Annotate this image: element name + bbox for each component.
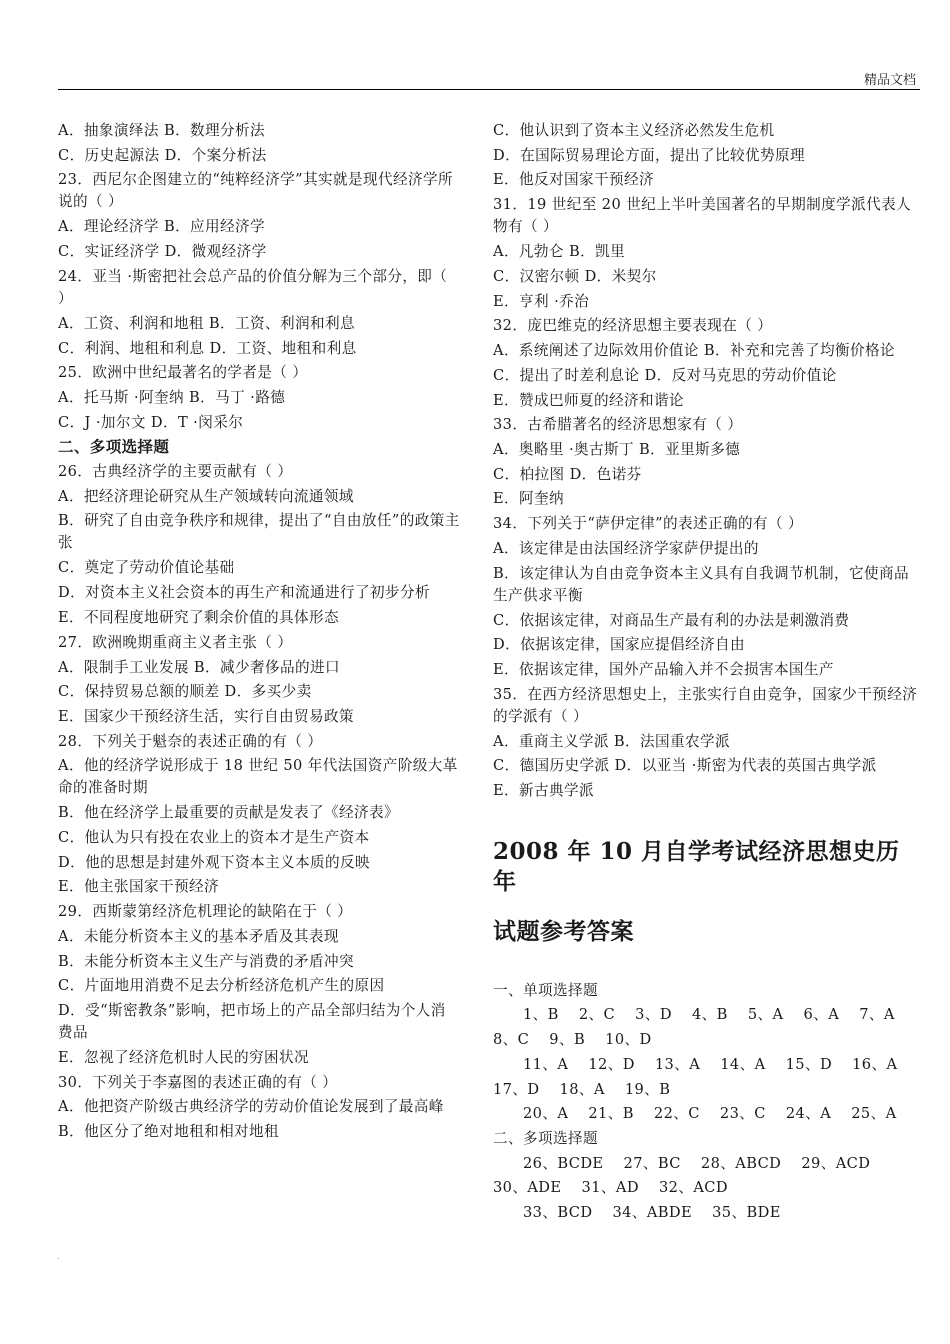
answer-key <box>493 979 920 1226</box>
answer-row <box>493 1053 920 1102</box>
question-line: A．把经济理论研究从生产领域转向流通领域 <box>58 487 354 505</box>
answer-item: 2、C <box>578 1006 616 1024</box>
answer-row <box>493 1003 920 1052</box>
question-line: A．理论经济学 B．应用经济学 <box>58 218 266 236</box>
question-line: A．未能分析资本主义的基本矛盾及其表现 <box>58 927 339 945</box>
single-choice-answers <box>493 1003 920 1127</box>
answer-item: 35、BDE <box>712 1204 781 1222</box>
question-line: 34．下列关于“萨伊定律”的表述正确的有（ ） <box>493 515 804 533</box>
question-line: C．他认为只有投在农业上的资本才是生产资本 <box>58 829 370 847</box>
answer-row <box>493 1102 920 1127</box>
answer-title-line2: 试题参考答案 <box>493 917 634 945</box>
answer-item: 16、A <box>852 1055 898 1073</box>
question-line: 27．欧洲晚期重商主义者主张（ ） <box>58 633 293 651</box>
question-line: E．阿奎纳 <box>493 490 565 508</box>
answer-item: 19、B <box>624 1080 671 1098</box>
single-choice-heading: 一、单项选择题 <box>493 981 598 999</box>
answer-item: 21、B <box>588 1105 634 1123</box>
question-line: C．提出了时差利息论 D．反对马克思的劳动价值论 <box>493 366 837 384</box>
answer-item: 29、ACD <box>801 1154 871 1172</box>
answer-item: 22、C <box>653 1105 700 1123</box>
answer-item: 32、ACD <box>658 1179 728 1197</box>
answer-item: 11、A <box>523 1055 569 1073</box>
answer-item: 13、A <box>654 1055 701 1073</box>
question-line: E．他主张国家干预经济 <box>58 878 219 896</box>
question-line: A．重商主义学派 B．法国重农学派 <box>493 732 731 750</box>
question-line: C．依据该定律，对商品生产最有利的办法是刺激消费 <box>493 611 850 629</box>
question-line: A．他的经济学说形成于 18 世纪 50 年代法国资产阶级大革命的准备时期 <box>58 757 458 797</box>
question-line: C．汉密尔顿 D．米契尔 <box>493 267 657 285</box>
question-line: D．他的思想是封建外观下资本主义本质的反映 <box>58 853 370 871</box>
question-line: C．柏拉图 D．色诺芬 <box>493 465 642 483</box>
question-line: 33．古希腊著名的经济思想家有（ ） <box>493 416 743 434</box>
question-line: C．历史起源法 D．个案分析法 <box>58 146 267 164</box>
question-line: B．研究了自由竞争秩序和规律，提出了“自由放任”的政策主张 <box>58 512 460 552</box>
question-line: B．该定律认为自由竞争资本主义具有自我调节机制，它使商品生产供求平衡 <box>493 564 909 604</box>
question-line: B．未能分析资本主义生产与消费的矛盾冲突 <box>58 952 355 970</box>
question-line: E．新古典学派 <box>493 782 595 800</box>
question-line: 28．下列关于魁奈的表述正确的有（ ） <box>58 732 323 750</box>
answer-item: 17、D <box>493 1080 540 1098</box>
question-line: C．J ·加尔文 D．T ·闵采尔 <box>58 413 244 431</box>
answer-item: 33、BCD <box>523 1204 593 1222</box>
question-line: A．限制手工业发展 B．减少奢侈品的进口 <box>58 658 340 676</box>
question-line: A．他把资产阶级古典经济学的劳动价值论发展到了最高峰 <box>58 1098 444 1116</box>
question-line: E．国家少干预经济生活，实行自由贸易政策 <box>58 707 354 725</box>
multi-choice-answers <box>493 1152 920 1226</box>
answer-item: 10、D <box>605 1031 652 1049</box>
question-line: D．在国际贸易理论方面，提出了比较优势原理 <box>493 146 805 164</box>
answer-item: 8、C <box>493 1031 530 1049</box>
question-line: C．实证经济学 D．微观经济学 <box>58 243 267 261</box>
answer-row <box>493 1152 920 1201</box>
answer-item: 28、ABCD <box>700 1154 782 1172</box>
question-line: A．奥略里 ·奥古斯丁 B．亚里斯多德 <box>493 441 741 459</box>
question-line: 35．在西方经济思想史上，主张实行自由竞争，国家少干预经济的学派有（ ） <box>493 685 918 725</box>
question-line: D．依据该定律，国家应提倡经济自由 <box>493 636 746 654</box>
question-line: C．利润、地租和利息 D．工资、地租和利息 <box>58 339 357 357</box>
answer-item: 30、ADE <box>493 1179 562 1197</box>
question-line: D．对资本主义社会资本的再生产和流通进行了初步分析 <box>58 584 430 602</box>
question-line: E．依据该定律，国外产品输入并不会损害本国生产 <box>493 660 834 678</box>
question-line: 30．下列关于李嘉图的表述正确的有（ ） <box>58 1073 338 1091</box>
question-line: C．奠定了劳动价值论基础 <box>58 559 235 577</box>
question-line: 32．庞巴维克的经济思想主要表现在（ ） <box>493 317 773 335</box>
answer-item: 9、B <box>549 1031 586 1049</box>
answer-item: 27、BC <box>623 1154 681 1172</box>
answer-item: 5、A <box>747 1006 784 1024</box>
answer-item: 34、ABDE <box>612 1204 693 1222</box>
answer-title <box>493 837 920 947</box>
answer-item: 12、D <box>588 1055 635 1073</box>
multi-choice-heading: 二、多项选择题 <box>493 1129 598 1147</box>
question-line: A．该定律是由法国经济学家萨伊提出的 <box>493 539 759 557</box>
right-column-questions <box>493 119 920 804</box>
answer-item: 31、AD <box>581 1179 639 1197</box>
answer-item: 18、A <box>559 1080 605 1098</box>
header-rule <box>58 89 920 90</box>
footer-mark: . <box>57 1252 60 1261</box>
answer-item: 25、A <box>851 1105 897 1123</box>
question-line: 26．古典经济学的主要贡献有（ ） <box>58 463 293 481</box>
answer-item: 15、D <box>785 1055 833 1073</box>
question-line: D．受“斯密教条”影响，把市场上的产品全部归结为个人消费品 <box>58 1001 446 1041</box>
question-line: E．赞成巴师夏的经济和谐论 <box>493 391 684 409</box>
question-line: E．忽视了经济危机时人民的穷困状况 <box>58 1048 309 1066</box>
question-line: A．凡勃仑 B．凯里 <box>493 243 626 261</box>
question-line: 24．亚当 ·斯密把社会总产品的价值分解为三个部分，即（ ） <box>58 267 448 307</box>
answer-item: 3、D <box>635 1006 672 1024</box>
header-label: 精品文档 <box>863 73 916 88</box>
question-line: C．保持贸易总额的顺差 D．多买少卖 <box>58 683 312 701</box>
question-line: 31．19 世纪至 20 世纪上半叶美国著名的早期制度学派代表人物有（ ） <box>493 196 912 236</box>
question-line: 25．欧洲中世纪最著名的学者是（ ） <box>58 364 308 382</box>
answer-item: 7、A <box>859 1006 895 1024</box>
answer-item: 1、B <box>523 1006 559 1024</box>
question-line: E．不同程度地研究了剩余价值的具体形态 <box>58 609 339 627</box>
answer-item: 23、C <box>719 1105 766 1123</box>
question-line: B．他区分了绝对地租和相对地租 <box>58 1123 280 1141</box>
question-line: E．亨利 ·乔治 <box>493 292 590 310</box>
section-heading: 二、多项选择题 <box>58 438 170 457</box>
question-line: A．工资、利润和地租 B．工资、利润和利息 <box>58 314 355 332</box>
answer-title-line1: 2008 年 10 月自学考试经济思想史历年 <box>493 837 900 895</box>
answer-row <box>493 1201 920 1226</box>
answer-item: 20、A <box>523 1105 569 1123</box>
question-line: A．系统阐述了边际效用价值论 B．补充和完善了均衡价格论 <box>493 341 895 359</box>
question-line: 29．西斯蒙第经济危机理论的缺陷在于（ ） <box>58 903 353 921</box>
question-line: C．他认识到了资本主义经济必然发生危机 <box>493 122 775 139</box>
answer-item: 26、BCDE <box>523 1154 604 1172</box>
question-line: 23．西尼尔企图建立的“纯粹经济学”其实就是现代经济学所说的（ ） <box>58 171 453 211</box>
question-line: C．片面地用消费不足去分析经济危机产生的原因 <box>58 977 385 995</box>
question-line: B．他在经济学上最重要的贡献是发表了《经济表》 <box>58 804 399 822</box>
right-column <box>493 119 920 1226</box>
answer-item: 4、B <box>691 1006 728 1024</box>
question-line: A．托马斯 ·阿奎纳 B．马丁 ·路德 <box>58 388 286 406</box>
answer-item: 14、A <box>720 1055 766 1073</box>
question-line: E．他反对国家干预经济 <box>493 171 654 189</box>
left-column <box>58 119 460 1145</box>
question-line: A．抽象演绎法 B．数理分析法 <box>58 122 266 139</box>
answer-item: 24、A <box>785 1105 832 1123</box>
answer-item: 6、A <box>803 1006 840 1024</box>
question-line: C．德国历史学派 D．以亚当 ·斯密为代表的英国古典学派 <box>493 757 877 775</box>
